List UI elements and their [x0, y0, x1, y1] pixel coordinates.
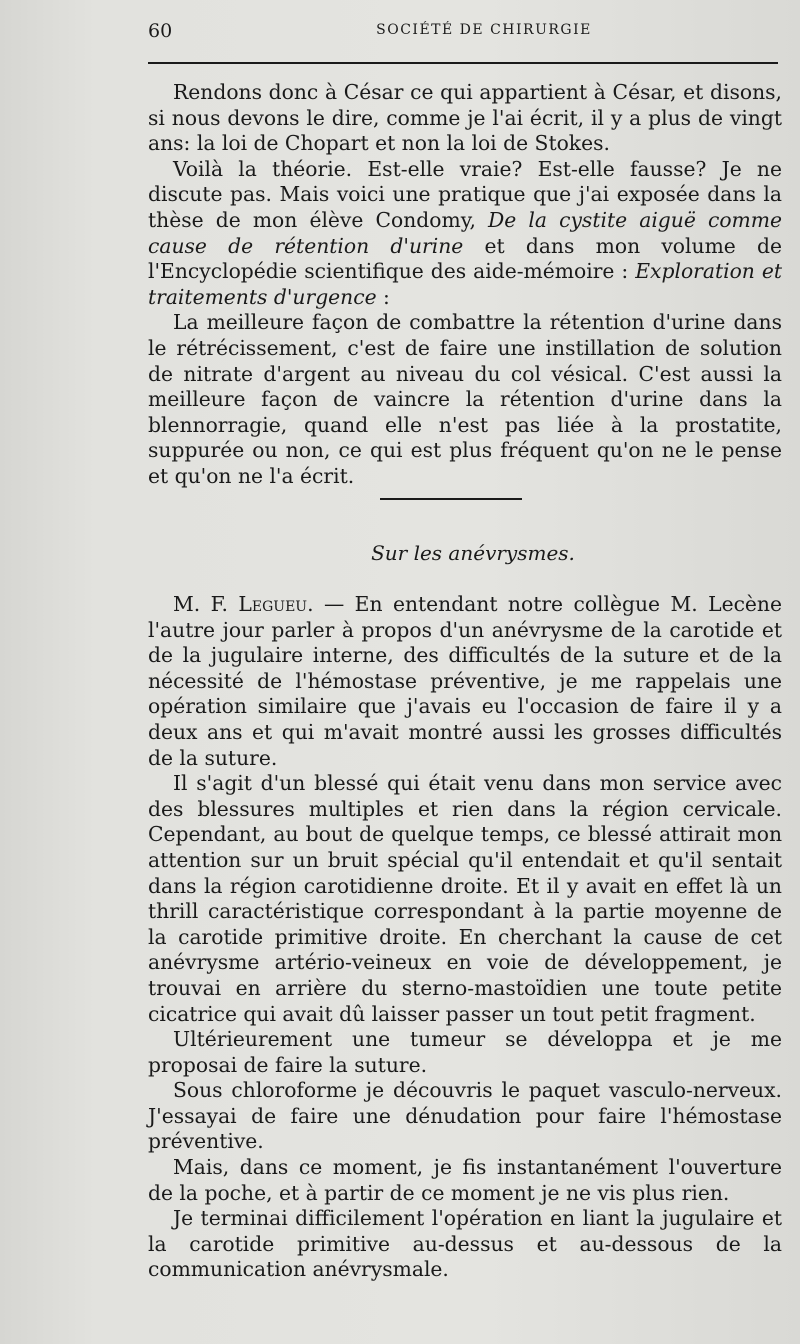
- paragraph: Ultérieurement une tumeur se développa et je me proposai de faire la suture.: [148, 1027, 782, 1077]
- paragraph: La meilleure façon de combattre la rétention d'urine dans le rétrécissement, c'est de faire une instillation de solution de nitrate d'argent au niveau du col vésical. C'est aussi la meilleure façon de vaincre la rétention d'urine dans la blennorragie, quand elle n'est pas liée à la prostatite, suppurée ou non, ce qui est plus fréquent qu'on ne le pense et qu'on ne l'a écrit.: [148, 310, 782, 488]
- paragraph: M. F. Legueu. — En entendant notre collègue M. Lecène l'autre jour parler à propos d'un anévrysme de la carotide et de la jugulaire interne, des difficultés de la suture et de la nécessité de l'hémostase préventive, je me rappelais une opération similaire que j'avais eu l'occasion de faire il y a deux ans et qui m'avait montré aussi les grosses difficultés de la suture.: [148, 592, 782, 770]
- paragraph: Sous chloroforme je découvris le paquet vasculo-nerveux. J'essayai de faire une dénudation pour faire l'hémostase préventive.: [148, 1078, 782, 1154]
- running-head: [148, 20, 780, 46]
- paragraph: Je terminai difficilement l'opération en liant la jugulaire et la carotide primitive au-dessus et au-dessous de la communication anévrysmale.: [148, 1206, 782, 1282]
- intro-text: [148, 80, 782, 490]
- paragraph: Voilà la théorie. Est-elle vraie? Est-elle fausse? Je ne discute pas. Mais voici une pratique que j'ai exposée dans la thèse de mon élève Condomy, De la cystite aiguë comme cause de rétention d'urine et dans mon volume de l'Encyclopédie scientifique des aide-mémoire : Exploration et traitements d'urgence :: [148, 156, 783, 309]
- running-title: SOCIÉTÉ DE CHIRURGIE: [376, 22, 592, 38]
- discussion-text: [148, 592, 782, 1283]
- section-divider: [380, 498, 522, 500]
- header-rule: [148, 62, 778, 64]
- paragraph: Il s'agit d'un blessé qui était venu dans mon service avec des blessures multiples et rien dans la région cervicale. Cependant, au bout de quelque temps, ce blessé attirait mon attention sur un bruit spécial qu'il entendait et qu'il sentait dans la région carotidienne droite. Et il y avait en effet là un thrill caractéristique correspondant à la partie moyenne de la carotide primitive droite. En cherchant la cause de cet anévrysme artério-veineux en voie de développement, je trouvai en arrière du sterno-mastoïdien une toute petite cicatrice qui avait dû laisser passer un tout petit fragment.: [148, 771, 782, 1026]
- book-title: Exploration et traitements d'urgence: [148, 259, 782, 309]
- page-number: 60: [148, 20, 173, 42]
- speaker-prefix: M. F.: [173, 592, 239, 616]
- paragraph: Mais, dans ce moment, je fis instantanément l'ouverture de la poche, et à partir de ce moment je ne vis plus rien.: [148, 1155, 782, 1205]
- section-title: Sur les anévrysmes.: [371, 541, 575, 565]
- paragraph: Rendons donc à César ce qui appartient à César, et disons, si nous devons le dire, comme je l'ai écrit, il y a plus de vingt ans: la loi de Chopart et non la loi de Stokes.: [148, 80, 782, 156]
- thesis-title: De la cystite aiguë comme cause de rétention d'urine: [148, 207, 782, 258]
- speaker-name: Legueu: [238, 592, 308, 616]
